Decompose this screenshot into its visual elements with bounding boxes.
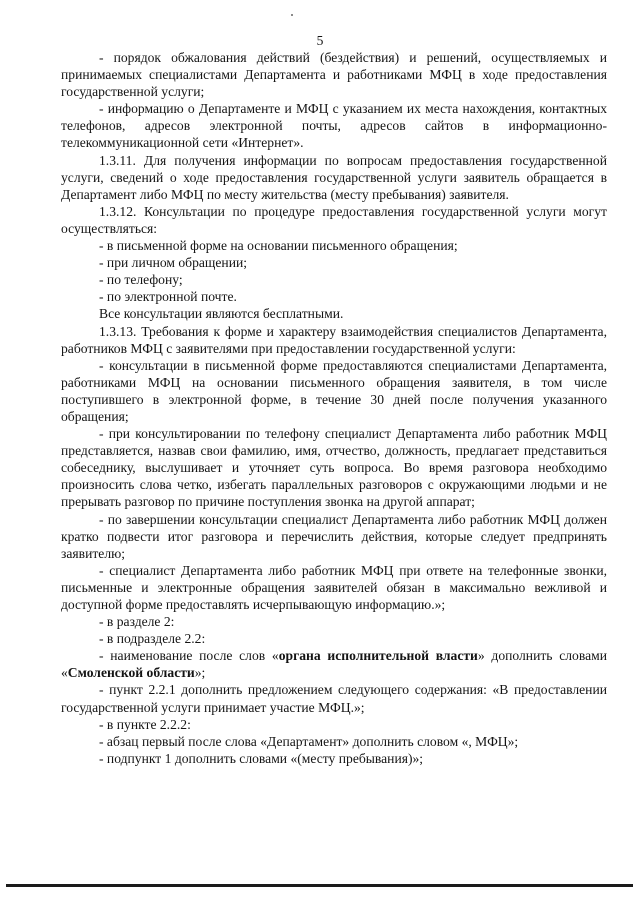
text-run: - в подразделе 2.2: [99, 631, 206, 647]
scan-speck [291, 14, 293, 16]
text-run: - специалист Департамента либо работник МФЦ при ответе на телефонные звонки, письменные и электронные обращения заявителей обязан в максимально вежливой и доступной форме предоставлять исчерпывающую информацию.»; [61, 562, 607, 612]
paragraph [61, 49, 607, 100]
paragraph [61, 305, 607, 322]
paragraph [61, 750, 607, 767]
paragraph [61, 647, 607, 681]
text-run: - при консультировании по телефону специалист Департамента либо работник МФЦ представляется, назвав свои фамилию, имя, отчество, должность, предлагает представиться собеседнику, выслушивает и уточняет суть вопроса. Во время разговора необходимо произносить слова четко, избегать параллельных разговоров с окружающими людьми и не прерывать разговор по причине поступления звонка на другой аппарат; [61, 426, 607, 510]
paragraph [61, 613, 607, 630]
text-run: - в разделе 2: [99, 614, 175, 630]
paragraph [61, 733, 607, 750]
text-run: - по завершении консультации специалист Департамента либо работник МФЦ должен кратко подвести итог разговора и перечислить действия, которые следует предпринять заявителю; [61, 511, 607, 561]
paragraph [61, 323, 607, 357]
text-run: - информацию о Департаменте и МФЦ с указанием их места нахождения, контактных телефонов, адресов электронной почты, адресов сайтов в информационно-телекоммуникационной сети «Интернет». [61, 101, 607, 151]
bold-phrase: Смоленской области [67, 665, 195, 681]
text-run: - пункт 2.2.1 дополнить предложением следующего содержания: «В предоставлении государственной услуги принимает участие МФЦ.»; [61, 682, 607, 715]
paragraph [61, 425, 607, 510]
paragraph [61, 511, 607, 562]
text-run: - в письменной форме на основании письменного обращения; [99, 238, 458, 254]
text-run: - при личном обращении; [99, 255, 248, 271]
text-run: »; [194, 665, 206, 681]
paragraph [61, 716, 607, 733]
paragraph [61, 630, 607, 647]
text-run: Все консультации являются бесплатными. [99, 306, 344, 322]
paragraph [61, 357, 607, 425]
paragraph [61, 562, 607, 613]
text-run: 1.3.12. Консультации по процедуре предоставления государственной услуги могут осуществляться: [61, 203, 607, 236]
paragraph [61, 271, 607, 288]
text-run: » дополнить словами « [61, 648, 607, 681]
text-run: - по электронной почте. [99, 289, 237, 305]
paragraph [61, 203, 607, 237]
text-run: - в пункте 2.2.2: [99, 716, 191, 732]
text-run: - подпункт 1 дополнить словами «(месту пребывания)»; [99, 750, 424, 766]
text-run: - порядок обжалования действий (бездействия) и решений, осуществляемых и принимаемых специалистами Департамента и работниками МФЦ в ходе предоставления государственной услуги; [61, 50, 607, 100]
text-run: - по телефону; [99, 272, 183, 288]
text-run: 1.3.13. Требования к форме и характеру взаимодействия специалистов Департамента, работников МФЦ с заявителями при предоставлении государственной услуги: [61, 323, 607, 356]
text-run: - консультации в письменной форме предоставляются специалистами Департамента, работниками МФЦ на основании письменного обращения заявителя, в том числе поступившего в электронной форме, в течение 30 дней после получения указанного обращения; [61, 357, 607, 424]
paragraph [61, 288, 607, 305]
paragraph [61, 254, 607, 271]
paragraph [61, 681, 607, 715]
paragraph [61, 237, 607, 254]
paragraph [61, 152, 607, 203]
document-body [61, 49, 607, 767]
text-run: 1.3.11. Для получения информации по вопросам предоставления государственной услуги, сведений о ходе предоставления государственной услуги заявитель обращается в Департамент либо МФЦ по месту жительства (месту пребывания) заявителя. [61, 152, 607, 202]
bottom-rule [6, 884, 633, 887]
text-run: - наименование после слов « [99, 648, 279, 664]
text-run: - абзац первый после слова «Департамент» дополнить словом «, МФЦ»; [99, 733, 519, 749]
paragraph [61, 100, 607, 151]
page-number: 5 [316, 33, 324, 48]
bold-phrase: органа исполнительной власти [278, 648, 478, 664]
